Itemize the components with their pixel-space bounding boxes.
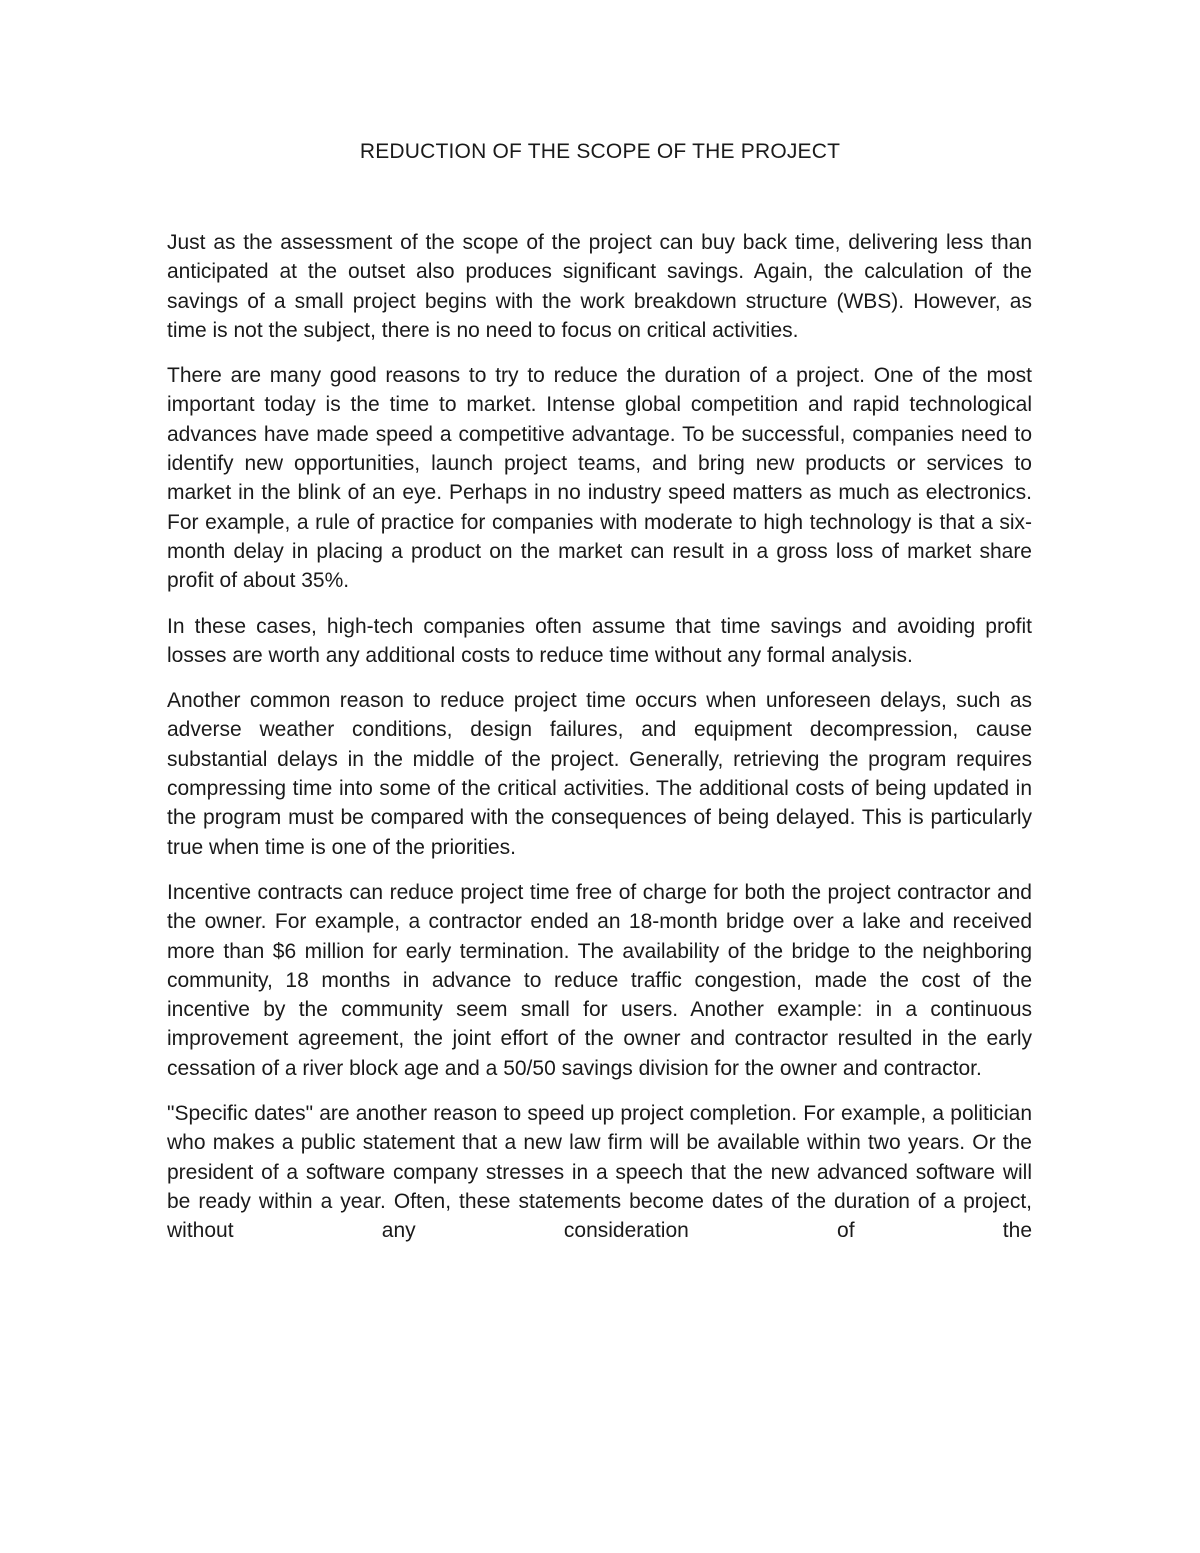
paragraph: "Specific dates" are another reason to speed up project completion. For example, a politician who makes a public statement that a new law firm will be available within two years. Or the president of a software company stresses in a speech that the new advanced software will be ready within a year. Often, these statements become dates of the duration of a project, without any consideration of the (167, 1102, 1032, 1243)
document-body (167, 228, 1032, 1262)
paragraph: There are many good reasons to try to reduce the duration of a project. One of the most important today is the time to market. Intense global competition and rapid technological advances have made speed a competitive advantage. To be successful, companies need to identify new opportunities, launch project teams, and bring new products or services to market in the blink of an eye. Perhaps in no industry speed matters as much as electronics. For example, a rule of practice for companies with moderate to high technology is that a six-month delay in placing a product on the market can result in a gross loss of market share profit of about 35%. (167, 364, 1032, 593)
document-title: REDUCTION OF THE SCOPE OF THE PROJECT (359, 140, 841, 163)
paragraph: Just as the assessment of the scope of the project can buy back time, delivering less than anticipated at the outset also produces significant savings. Again, the calculation of the savings of a small project begins with the work breakdown structure (WBS). However, as time is not the subject, there is no need to focus on critical activities. (167, 231, 1032, 342)
paragraph: Another common reason to reduce project time occurs when unforeseen delays, such as adverse weather conditions, design failures, and equipment decompression, cause substantial delays in the middle of the project. Generally, retrieving the program requires compressing time into some of the critical activities. The additional costs of being updated in the program must be compared with the consequences of being delayed. This is particularly true when time is one of the priorities. (167, 689, 1032, 859)
paragraph: Incentive contracts can reduce project time free of charge for both the project contractor and the owner. For example, a contractor ended an 18-month bridge over a lake and received more than $6 million for early termination. The availability of the bridge to the neighboring community, 18 months in advance to reduce traffic congestion, made the cost of the incentive by the community seem small for users. Another example: in a continuous improvement agreement, the joint effort of the owner and contractor resulted in the early cessation of a river block age and a 50/50 savings division for the owner and contractor. (167, 880, 1032, 1080)
paragraph: In these cases, high-tech companies often assume that time savings and avoiding profit losses are worth any additional costs to reduce time without any formal analysis. (167, 614, 1032, 667)
